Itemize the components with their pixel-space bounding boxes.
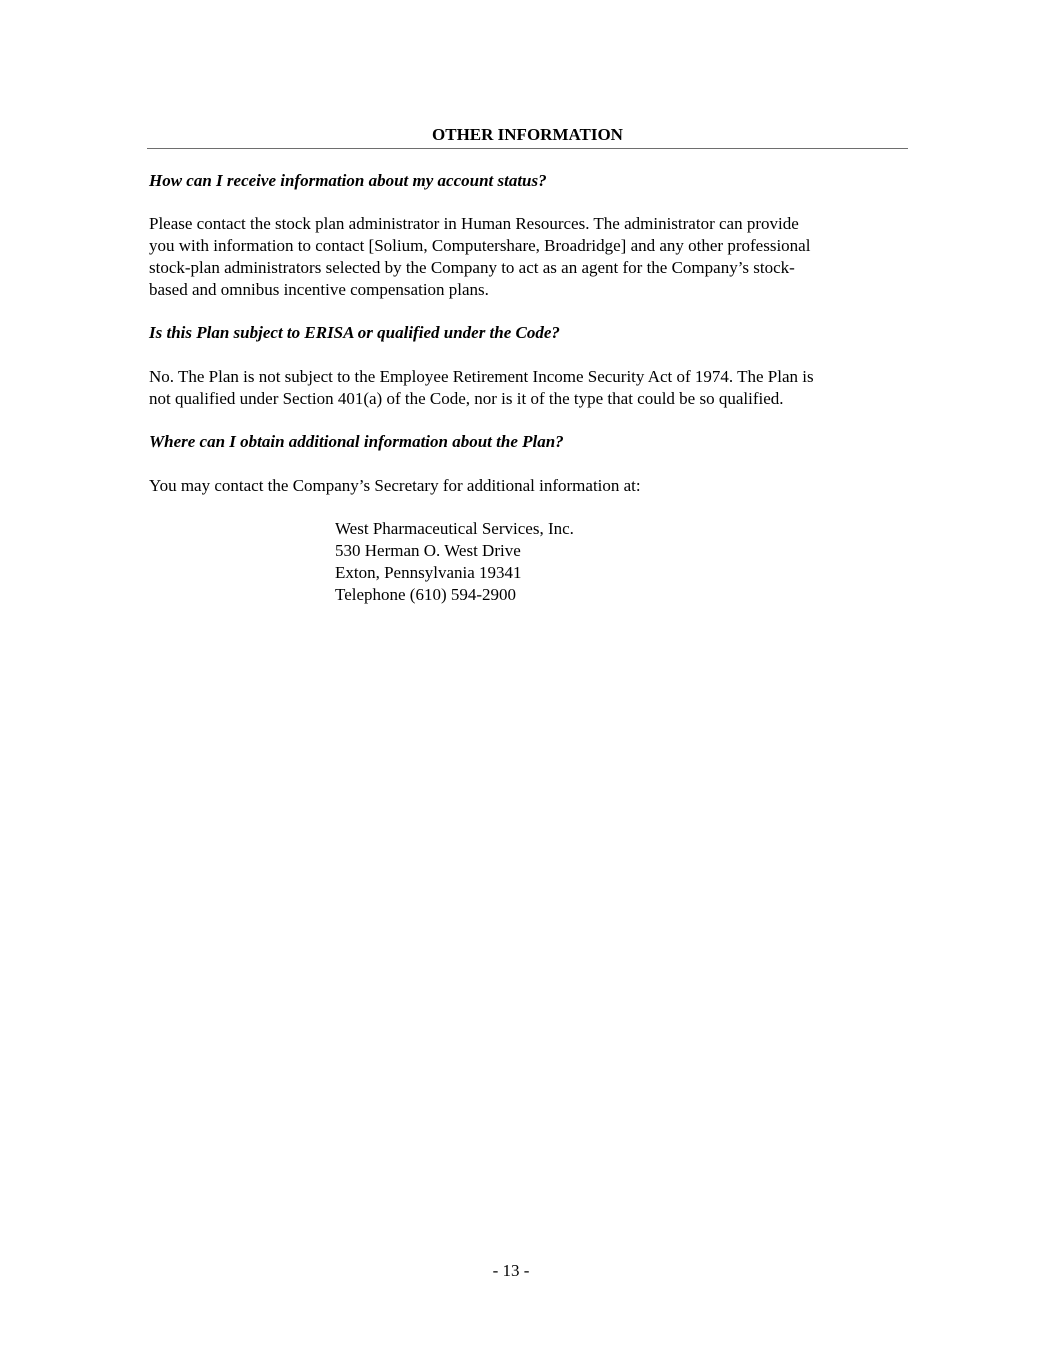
answer-line: No. The Plan is not subject to the Employee Retirement Income Security Act of 1974. The Plan is	[149, 367, 814, 386]
question-erisa: Is this Plan subject to ERISA or qualified under the Code?	[149, 323, 560, 342]
answer-line: Please contact the stock plan administrator in Human Resources. The administrator can provide	[149, 214, 799, 233]
answer-line: stock-plan administrators selected by the Company to act as an agent for the Company’s stock-	[149, 258, 795, 277]
page-number: - 13 -	[492, 1261, 530, 1280]
answer-line: based and omnibus incentive compensation plans.	[149, 280, 489, 299]
answer-line: you with information to contact [Solium, Computershare, Broadridge] and any other professional	[149, 236, 811, 255]
section-heading: OTHER INFORMATION	[147, 124, 908, 149]
question-account-status: How can I receive information about my account status?	[149, 171, 547, 190]
answer-additional-information: You may contact the Company’s Secretary for additional information at:	[149, 476, 641, 495]
question-additional-information: Where can I obtain additional information about the Plan?	[149, 432, 564, 451]
street-address: 530 Herman O. West Drive	[335, 541, 521, 560]
city-state-zip: Exton, Pennsylvania 19341	[335, 563, 522, 582]
answer-line: not qualified under Section 401(a) of the Code, nor is it of the type that could be so qualified.	[149, 389, 784, 408]
company-address-block	[335, 518, 574, 606]
telephone: Telephone (610) 594-2900	[335, 585, 517, 604]
company-name: West Pharmaceutical Services, Inc.	[335, 519, 574, 538]
